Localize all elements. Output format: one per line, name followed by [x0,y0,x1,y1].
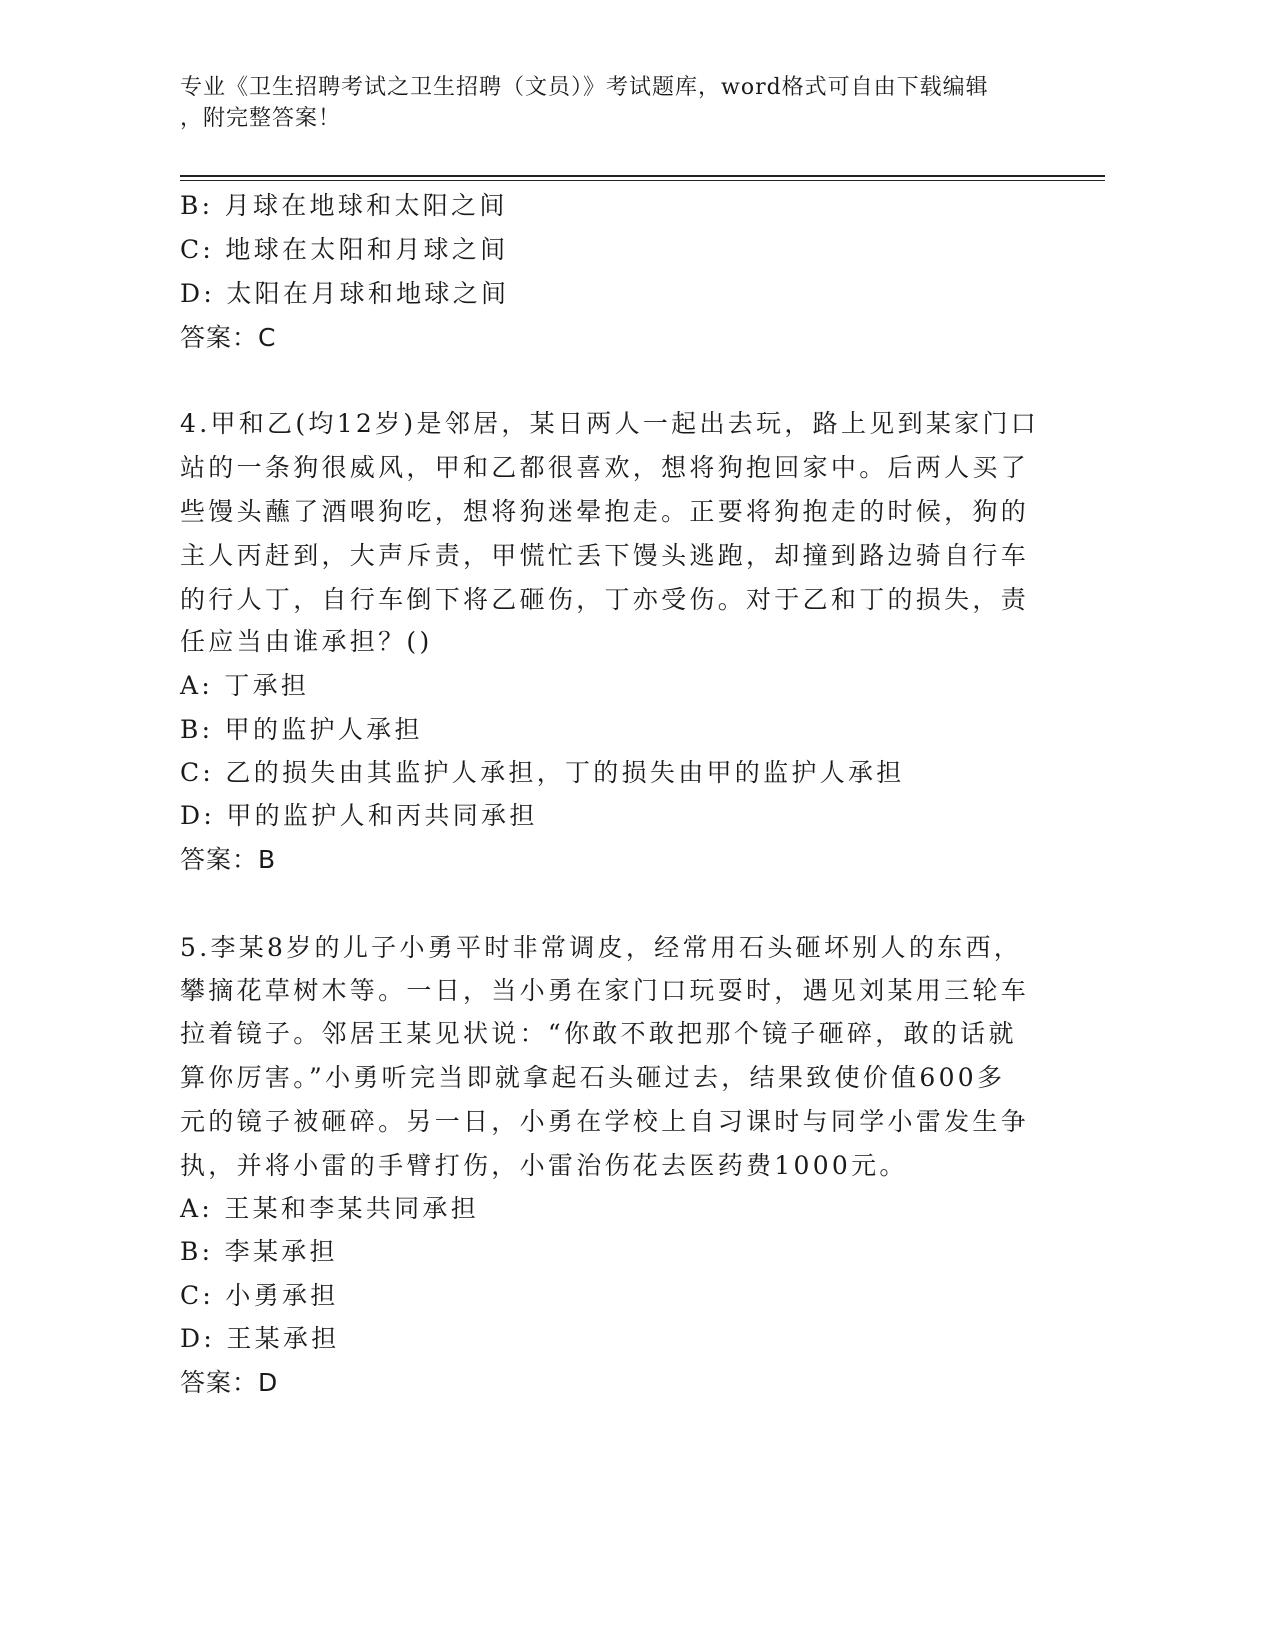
q4-answer: 答案：B [180,845,277,874]
q4-option-d: D: 甲的监护人和丙共同承担 [180,801,538,830]
q5-option-b: B: 李某承担 [180,1237,338,1266]
q5-option-d: D: 王某承担 [180,1324,340,1353]
q5-text-line: 5.李某8岁的儿子小勇平时非常调皮，经常用石头砸坏别人的东西， [180,933,1023,962]
q5-option-a: A: 王某和李某共同承担 [180,1194,480,1223]
q4-text-line: 的行人丁，自行车倒下将乙砸伤，丁亦受伤。对于乙和丁的损失，责 [180,585,1030,614]
q3-answer: 答案：C [180,323,277,352]
header-rule-thin [180,180,1105,181]
document-header: 专业《卫生招聘考试之卫生招聘（文员）》考试题库，word格式可自由下载编辑 ，附完整答案！ [180,75,989,131]
q5-text-line: 拉着镜子。邻居王某见状说：“你敢不敢把那个镜子砸碎，敢的话就 [180,1019,1017,1048]
q4-text-line: 站的一条狗很威风，甲和乙都很喜欢，想将狗抱回家中。后两人买了 [180,453,1030,482]
q5-text-line: 攀摘花草树木等。一日，当小勇在家门口玩耍时，遇见刘某用三轮车 [180,976,1030,1005]
q4-text-line: 任应当由谁承担？() [180,627,433,656]
q4-option-b: B: 甲的监护人承担 [180,715,423,744]
q5-text-line: 元的镜子被砸碎。另一日，小勇在学校上自习课时与同学小雷发生争 [180,1107,1030,1136]
q4-option-a: A: 丁承担 [180,671,310,700]
q3-option-d: D: 太阳在月球和地球之间 [180,279,510,308]
header-rule-thick [180,175,1105,177]
q3-option-c: C: 地球在太阳和月球之间 [180,235,509,264]
q4-option-c: C: 乙的损失由其监护人承担，丁的损失由甲的监护人承担 [180,758,905,787]
q5-text-line: 执，并将小雷的手臂打伤，小雷治伤花去医药费1000元。 [180,1151,908,1180]
q4-text-line: 4.甲和乙(均12岁)是邻居，某日两人一起出去玩，路上见到某家门口 [180,409,1040,438]
q5-option-c: C: 小勇承担 [180,1281,339,1310]
q5-text-line: 算你厉害。”小勇听完当即就拿起石头砸过去，结果致使价值600多 [180,1063,1006,1092]
q4-text-line: 些馒头蘸了酒喂狗吃，想将狗迷晕抱走。正要将狗抱走的时候，狗的 [180,497,1030,526]
q4-text-line: 主人丙赶到，大声斥责，甲慌忙丢下馒头逃跑，却撞到路边骑自行车 [180,541,1030,570]
q3-option-b: B: 月球在地球和太阳之间 [180,191,508,220]
q5-answer: 答案：D [180,1368,279,1397]
